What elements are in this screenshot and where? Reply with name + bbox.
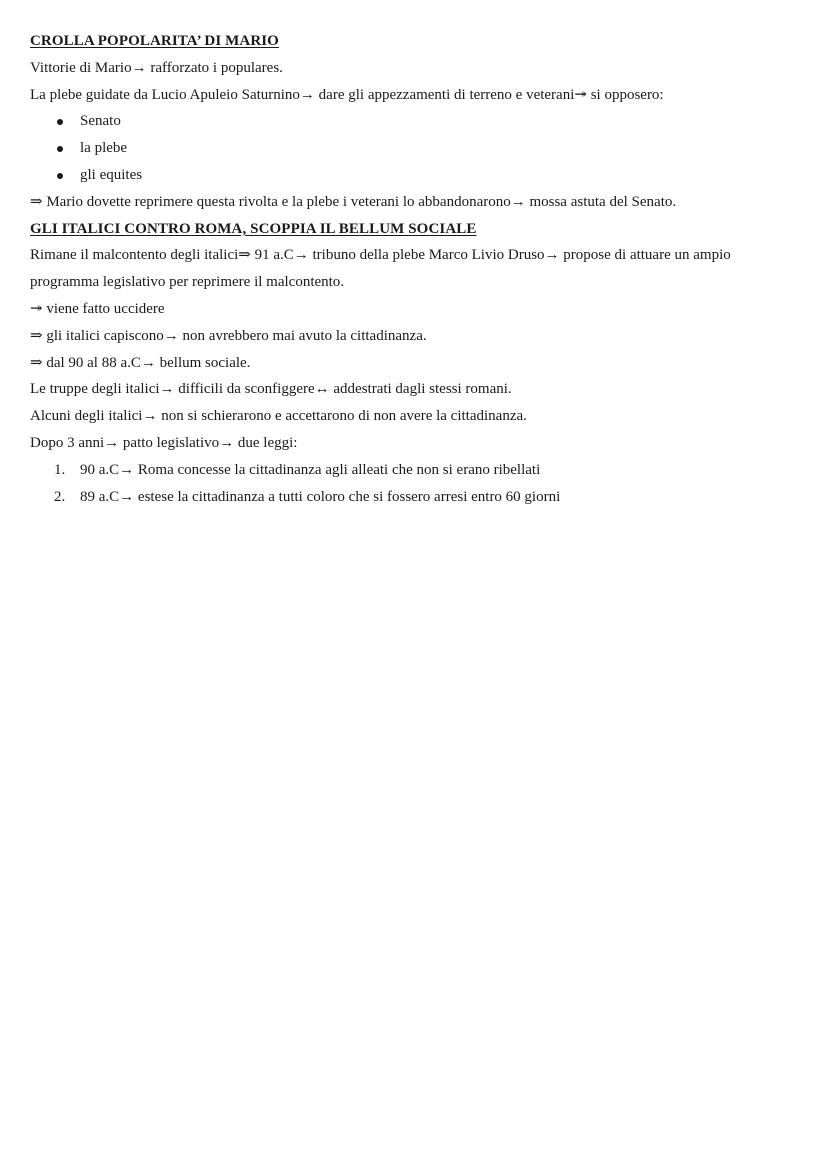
list-item (30, 457, 800, 484)
list-number: 1. (54, 461, 66, 478)
text-line: Alcuni degli italici→ non si schierarono e accettarono di non avere la cittadinanza. (30, 408, 527, 425)
list-number: 2. (54, 488, 66, 505)
text-line: Vittorie di Mario→ rafforzato i populares. (30, 59, 283, 76)
text-line: ⇒ Mario dovette reprimere questa rivolta e la plebe i veterani lo abbandonarono→ mossa astuta del Senato. (30, 193, 677, 210)
text-line: ↠ viene fatto uccidere (30, 300, 165, 317)
list-item-text: Senato (80, 113, 121, 130)
opposition-list (30, 108, 800, 188)
bullet-icon (57, 119, 63, 125)
bullet-icon (57, 173, 63, 179)
text-paragraph: Rimane il malcontento degli italici⇒ 91 a.C→ tribuno della plebe Marco Livio Druso→ propose di attuare un ampio programma legislativo per reprimere il malcontento. (30, 247, 731, 291)
list-item (30, 135, 800, 162)
list-item (30, 484, 800, 511)
list-item-text: la plebe (80, 140, 128, 157)
list-item-text: 90 a.C→ Roma concesse la cittadinanza agli alleati che non si erano ribellati (80, 461, 541, 478)
laws-list (30, 457, 800, 511)
text-line: ⇒ dal 90 al 88 a.C→ bellum sociale. (30, 354, 251, 371)
list-item (30, 162, 800, 189)
text-line: Le truppe degli italici→ difficili da sconfiggere↔ addestrati dagli stessi romani. (30, 381, 512, 398)
document-page (30, 28, 800, 510)
section-heading-mario: CROLLA POPOLARITA’ DI MARIO (30, 33, 279, 49)
text-line: ⇒ gli italici capiscono→ non avrebbero mai avuto la cittadinanza. (30, 327, 427, 344)
text-line: Dopo 3 anni→ patto legislativo→ due leggi: (30, 434, 298, 451)
list-item-text: 89 a.C→ estese la cittadinanza a tutti coloro che si fossero arresi entro 60 giorni (80, 488, 561, 505)
list-item (30, 108, 800, 135)
list-item-text: gli equites (80, 166, 143, 183)
text-line: La plebe guidate da Lucio Apuleio Saturnino→ dare gli appezzamenti di terreno e veterani↠ si opposero: (30, 86, 664, 103)
section-heading-bellum-sociale: GLI ITALICI CONTRO ROMA, SCOPPIA IL BELLUM SOCIALE (30, 220, 477, 237)
bullet-icon (57, 146, 63, 152)
